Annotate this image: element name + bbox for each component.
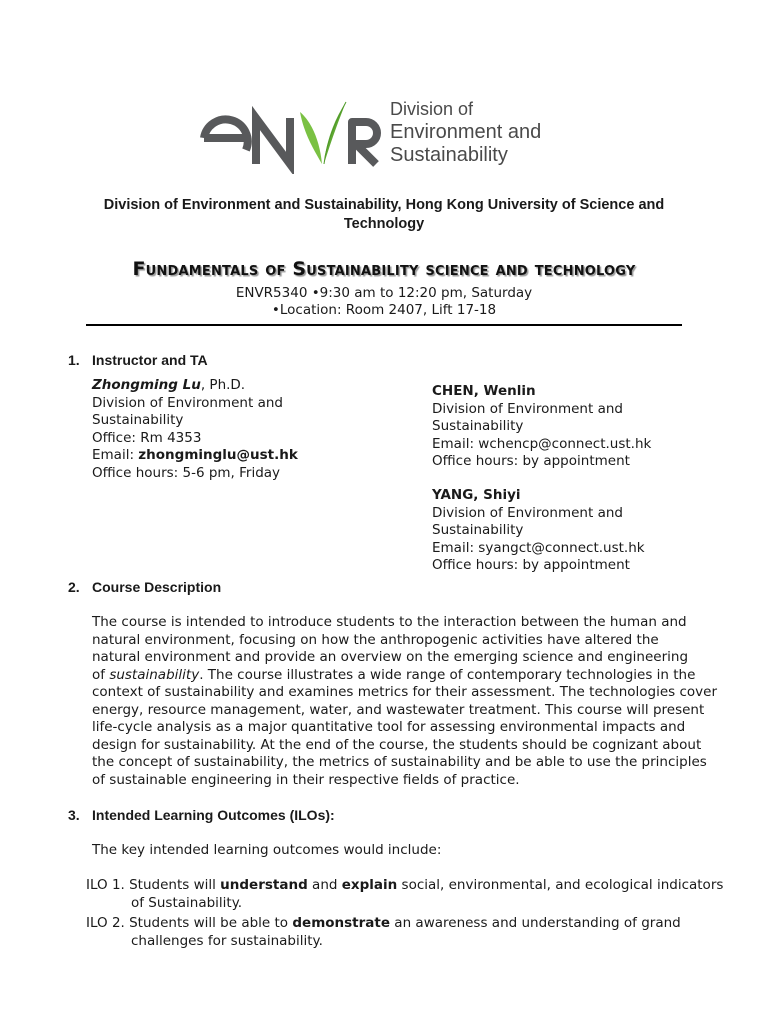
ta-chen-dept-1: Division of Environment and [432,400,623,417]
ilo-2 [86,915,681,950]
course-schedule: ENVR5340 •9:30 am to 12:20 pm, Saturday [235,285,533,301]
envr-logo [200,92,580,174]
section-3-number: 3. [68,807,80,823]
ta-chen-info [432,383,651,471]
ilo-fragment: and [307,877,342,893]
description-line: life-cycle analysis as a major quantitative tool for assessing environmental impacts and [92,719,686,735]
instructor-email-link[interactable]: zhongminglu@ust.hk [138,447,298,463]
instructor-hours: Office hours: 5-6 pm, Friday [92,464,281,481]
ilo-fragment: ILO 1. Students will [86,877,221,893]
description-line: the concept of sustainability, the metrics of sustainability and be able to use the principles [92,754,707,770]
ilo-intro-text: The key intended learning outcomes would include: [92,842,442,858]
instructor-degree: , Ph.D. [200,377,246,393]
ta-yang-name: YANG, Shiyi [432,487,521,503]
description-line [92,667,707,685]
section-3-title: Intended Learning Outcomes (ILOs): [92,807,335,823]
course-title: Fundamentals of Sustainability science and technology [132,258,636,280]
ilo-1 [86,877,723,912]
ilo-keyword: demonstrate [292,915,391,931]
logo-wordmark [390,98,541,167]
ta-yang-dept-1: Division of Environment and [432,504,623,521]
instructor-name: Zhongming Lu [92,377,201,393]
ilo-keyword: explain [341,877,398,893]
description-fragment: . The course illustrates a wide range of contemporary technologies in the [199,666,696,683]
ilo-fragment: ILO 2. Students will be able to [86,915,293,931]
ta-yang-info [432,487,645,575]
logo-line-2: Environment and [390,121,542,143]
institution-line-1: Division of Environment and Sustainability, Hong Kong University of Science and [103,197,665,213]
ta-yang-hours: Office hours: by appointment [432,557,630,573]
description-line: of sustainable engineering in their respective fields of practice. [92,771,520,788]
description-line: The course is intended to introduce students to the interaction between the human and [92,614,687,630]
logo-line-1: Division of [390,99,474,119]
section-2-number: 2. [68,579,80,595]
instructor-info [92,377,298,482]
ta-yang-email[interactable]: Email: syangct@connect.ust.hk [432,539,645,556]
ilo-fragment: social, environmental, and ecological indicators [397,877,724,893]
section-1-title: Instructor and TA [92,352,208,368]
section-2-heading [68,579,221,595]
description-line: design for sustainability. At the end of the course, the students should be cognizant about [92,736,702,753]
instructor-dept-2: Sustainability [92,412,184,428]
section-1-heading [68,352,208,368]
institution-line-2: Technology [343,216,425,232]
instructor-office: Office: Rm 4353 [92,429,202,446]
ilo-keyword: understand [220,877,308,893]
section-2-title: Course Description [92,579,222,595]
logo-line-3: Sustainability [390,144,508,166]
section-1-number: 1. [68,352,80,368]
course-meta [86,285,682,319]
description-line: energy, resource management, water, and wastewater treatment. This course will present [92,701,705,718]
ta-chen-dept-2: Sustainability [432,418,524,434]
ta-chen-hours: Office hours: by appointment [432,453,630,469]
ilo-continuation: of Sustainability. [131,894,243,911]
ta-chen-name: CHEN, Wenlin [432,383,536,399]
description-fragment: of [92,666,110,683]
ilo-intro [92,842,707,860]
ilo-continuation: challenges for sustainability. [131,932,323,949]
description-emphasis: sustainability [109,666,200,683]
header-divider [86,324,682,326]
course-location: •Location: Room 2407, Lift 17-18 [271,302,497,318]
ta-yang-dept-2: Sustainability [432,522,524,538]
instructor-email-label: Email: [92,447,139,463]
description-line: natural environment, focusing on how the anthropogenic activities have altered the [92,631,659,648]
ta-chen-email[interactable]: Email: wchencp@connect.ust.hk [432,435,652,452]
instructor-dept-1: Division of Environment and [92,394,283,411]
institution-heading [86,196,682,234]
course-description [92,614,718,789]
description-line: context of sustainability and examines metrics for their assessment. The technologies cover [92,684,718,700]
description-line: natural environment and provide an overview on the emerging science and engineering [92,649,689,665]
envr-logo-mark-icon [200,92,385,174]
ilo-fragment: an awareness and understanding of grand [390,915,681,931]
section-3-heading [68,807,335,823]
